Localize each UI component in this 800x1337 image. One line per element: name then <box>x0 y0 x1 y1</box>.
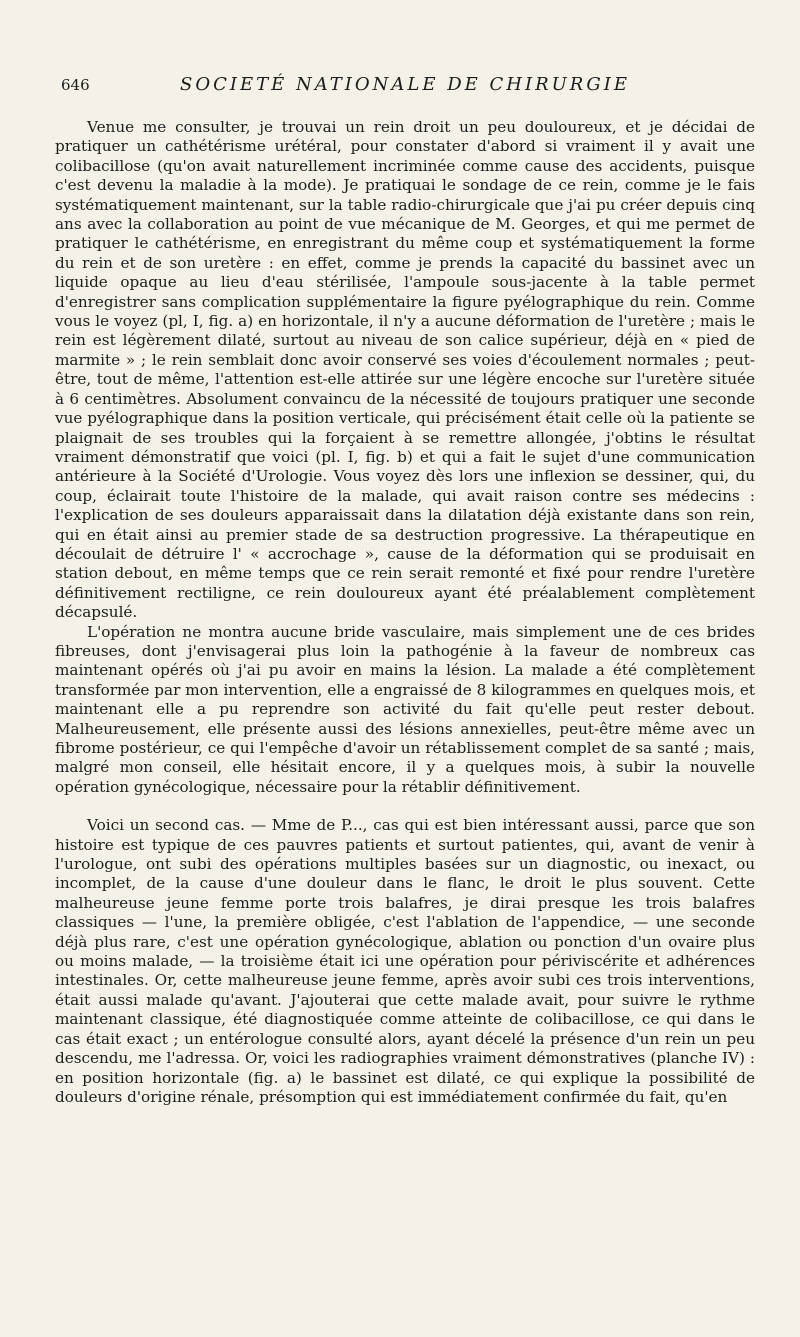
paragraph: L'opération ne montra aucune bride vasculaire, mais simplement une de ces brides fibreuses, dont j'envisagerai plus loin la pathogénie à la faveur de nombreux cas maintenant opérés où j'ai pu avoir en mains la lésion. La malade a été complètement transformée par mon intervention, elle a engraissé de 8 kilogrammes en quelques mois, et maintenant elle a pu reprendre son activité du fait qu'elle peut rester debout. Malheureusement, elle présente aussi des lésions annexielles, peut-être même avec un fibrome postérieur, ce qui l'empêche d'avoir un rétablissement complet de sa santé ; mais, malgré mon conseil, elle hésitait encore, il y a quelques mois, à subir la nouvelle opération gynécologique, nécessaire pour la rétablir définitivement. <box>55 622 755 796</box>
page-number: 646 <box>61 76 90 94</box>
page-header <box>55 70 755 94</box>
document-page <box>55 70 755 1320</box>
paragraph: Venue me consulter, je trouvai un rein droit un peu douloureux, et je décidai de pratiquer un cathétérisme urétéral, pour constater d'abord si vraiment il y avait une colibacillose (qu'on avait naturellement incriminée comme cause des accidents, puisque c'est devenu la maladie à la mode). Je pratiquai le sondage de ce rein, comme je le fais systématiquement maintenant, sur la table radio-chirurgicale que j'ai pu créer depuis cinq ans avec la collaboration au point de vue mécanique de M. Georges, et qui me permet de pratiquer le cathétérisme, en enregistrant du même coup et systématiquement la forme du rein et de son uretère : en effet, comme je prends la capacité du bassinet avec un liquide opaque au lieu d'eau stérilisée, l'ampoule sous-jacente à la table permet d'enregistrer sans complication supplémentaire la figure pyélographique du rein. Comme vous le voyez (pl, I, fig. a) en horizontale, il n'y a aucune déformation de l'uretère ; mais le rein est légèrement dilaté, surtout au niveau de son calice supérieur, déjà en « pied de marmite » ; le rein semblait donc avoir conservé ses voies d'écoulement normales ; peut-être, tout de même, l'attention est-elle attirée sur une légère encoche sur l'uretère située à 6 centimètres. Absolument convaincu de la nécessité de toujours pratiquer une seconde vue pyélographique dans la position verticale, qui précisément était celle où la patiente se plaignait de ses troubles qui la forçaient à se remettre allongée, j'obtins le résultat vraiment démonstratif que voici (pl. I, fig. b) et qui a fait le sujet d'une communication antérieure à la Société d'Urologie. Vous voyez dès lors une inflexion se dessiner, qui, du coup, éclairait toute l'histoire de la malade, qui avait raison contre ses médecins : l'explication de ses douleurs apparaissait dans la dilatation déjà existante dans son rein, qui en était ainsi au premier stade de sa destruction progressive. La thérapeutique en découlait de détruire l' « accrochage », cause de la déformation qui se produisait en station debout, en même temps que ce rein serait remonté et fixé pour rendre l'uretère définitivement rectiligne, ce rein douloureux ayant été préalablement complètement décapsulé. <box>55 118 755 622</box>
body-text <box>55 118 755 1107</box>
running-title: SOCIETÉ NATIONALE DE CHIRURGIE <box>180 74 630 95</box>
paragraph: Voici un second cas. — Mme de P..., cas qui est bien intéressant aussi, parce que son histoire est typique de ces pauvres patients et surtout patientes, qui, avant de venir à l'urologue, ont subi des opérations multiples basées sur un diagnostic, ou inexact, ou incomplet, de la cause d'une douleur dans le flanc, le droit le plus souvent. Cette malheureuse jeune femme porte trois balafres, je dirai presque les trois balafres classiques — l'une, la première obligée, c'est l'ablation de l'appendice, — une seconde déjà plus rare, c'est une opération gynécologique, ablation ou ponction d'un ovaire plus ou moins malade, — la troisième était ici une opération pour périviscérite et adhérences intestinales. Or, cette malheureuse jeune femme, après avoir subi ces trois interventions, était aussi malade qu'avant. J'ajouterai que cette malade avait, pour suivre le rythme maintenant classique, été diagnostiquée comme atteinte de colibacillose, ce qui dans le cas était exact ; un entérologue consulté alors, ayant décelé la présence d'un rein un peu descendu, me l'adressa. Or, voici les radiographies vraiment démonstratives (planche IV) : en position horizontale (fig. a) le bassinet est dilaté, ce qui explique la possibilité de douleurs d'origine rénale, présomption qui est immédiatement confirmée du fait, qu'en <box>55 816 755 1106</box>
